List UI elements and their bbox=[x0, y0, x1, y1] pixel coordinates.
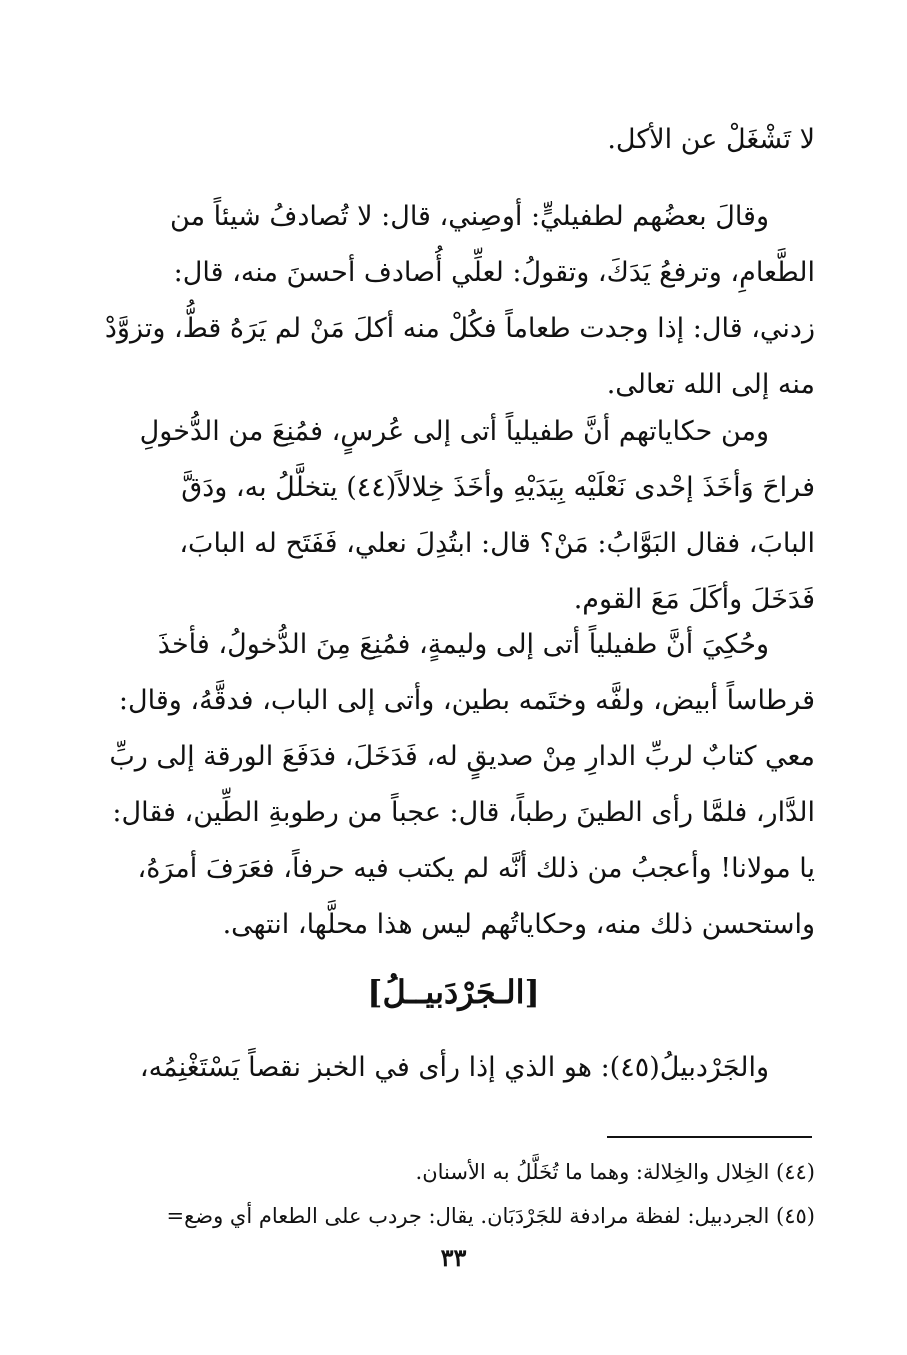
text-line: وقالَ بعضُهم لطفيليٍّ: أوصِني، قال: لا تُصادفُ شيئاً من bbox=[170, 201, 769, 232]
text-line: الطَّعامِ، وترفعُ يَدَكَ، وتقولُ: لعلِّي أُصادف أحسنَ منه، قال: bbox=[173, 257, 815, 288]
text-line: يا مولانا! وأعجبُ من ذلك أنَّه لم يكتب فيه حرفاً، فعَرَفَ أمرَهُ، bbox=[137, 853, 815, 884]
footnotes bbox=[95, 1150, 815, 1238]
paragraph-2 bbox=[103, 189, 815, 413]
text-line: زدني، قال: إذا وجدت طعاماً فكُلْ منه أكلَ مَنْ لم يَرَهُ قطُّ، وتزوَّدْ bbox=[104, 313, 815, 344]
paragraph-3 bbox=[103, 404, 815, 628]
page-number: ٣٣ bbox=[440, 1243, 467, 1272]
text-line: فَدَخَلَ وأكَلَ مَعَ القوم. bbox=[573, 584, 815, 615]
text-line: واستحسن ذلك منه، وحكاياتُهم ليس هذا محلَّها، انتهى. bbox=[222, 909, 815, 940]
text-line: منه إلى الله تعالى. bbox=[606, 369, 815, 400]
paragraph-4 bbox=[103, 617, 815, 953]
text-line: الدَّار، فلمَّا رأى الطينَ رطباً، قال: عجباً من رطوبةِ الطِّين، فقال: bbox=[112, 797, 815, 828]
section-heading: [الـجَرْدَبيــلُ] bbox=[367, 973, 540, 1011]
text-line: ومن حكاياتهم أنَّ طفيلياً أتى إلى عُرسٍ، فمُنِعَ من الدُّخولِ bbox=[139, 416, 769, 447]
text-line: معي كتابٌ لربِّ الدارِ مِنْ صديقٍ له، فَدَخَلَ، فدَفَعَ الورقة إلى ربِّ bbox=[109, 741, 815, 772]
text-line: البابَ، فقال البَوَّابُ: مَنْ؟ قال: ابتُدِلَ نعلي، فَفَتَح له البابَ، bbox=[179, 528, 815, 559]
paragraph-5 bbox=[103, 1040, 815, 1096]
footnote-45: (٤٥) الجردبيل: لفظة مرادفة للجَرْدَبَان. يقال: جردب على الطعام أي وضع= bbox=[166, 1204, 815, 1228]
text-line: قرطاساً أبيض، ولفَّه وختَمه بطين، وأتى إلى الباب، فدقَّهُ، وقال: bbox=[118, 685, 815, 716]
text-line: فراحَ وَأخَذَ إحْدى نَعْلَيْه بِيَدَيْهِ وأخَذَ خِلالاً(٤٤) يتخلَّلُ به، ودَقَّ bbox=[181, 472, 815, 503]
text-line: لا تَشْغَلْ عن الأكل. bbox=[607, 124, 815, 155]
text-line: والجَرْدبيلُ(٤٥): هو الذي إذا رأى في الخبز نقصاً يَسْتَغْنِمُه، bbox=[139, 1052, 769, 1083]
text-line: وحُكِيَ أنَّ طفيلياً أتى إلى وليمةٍ، فمُنِعَ مِنَ الدُّخولُ، فأخذَ bbox=[157, 629, 769, 660]
paragraph-1 bbox=[103, 112, 815, 168]
footnote-44: (٤٤) الخِلال والخِلالة: وهما ما تُخَلَّلُ به الأسنان. bbox=[415, 1160, 815, 1184]
footnote-divider bbox=[607, 1136, 812, 1138]
